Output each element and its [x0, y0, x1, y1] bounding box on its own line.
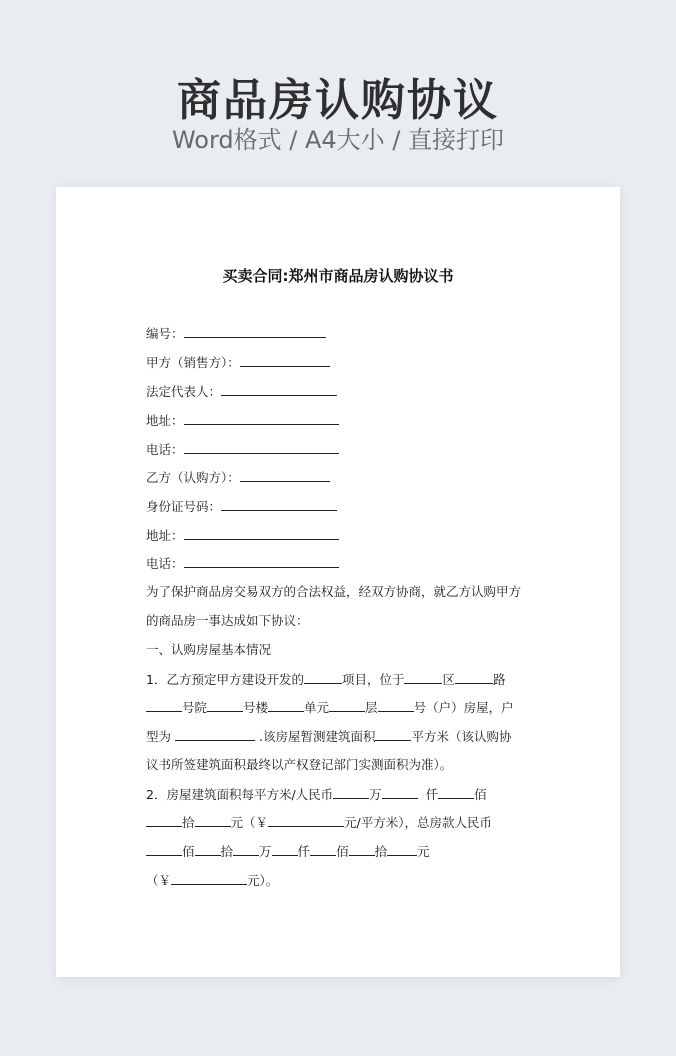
field-phone-b: [146, 555, 339, 572]
field-address-b: [146, 527, 339, 544]
blank-line[interactable]: [195, 814, 231, 827]
clause-text: 号院: [182, 700, 208, 715]
blank-line[interactable]: [184, 412, 339, 425]
clause-text: 拾: [182, 815, 195, 830]
clause-text: 佰: [182, 844, 195, 859]
clause-text: 层: [365, 700, 378, 715]
blank-line[interactable]: [268, 814, 344, 827]
document-title: 买卖合同:郑州市商品房认购协议书: [222, 267, 454, 285]
field-label: 甲方（销售方）：: [146, 355, 240, 370]
clause-text: 1．乙方预定甲方建设开发的: [146, 672, 304, 687]
blank-line[interactable]: [333, 786, 369, 799]
field-address-a: [146, 412, 339, 429]
clause-text: 万: [369, 787, 382, 802]
clause-1-line-1: [146, 671, 530, 688]
clause-text: 单元: [304, 700, 330, 715]
blank-line[interactable]: [349, 843, 375, 856]
blank-line[interactable]: [207, 699, 243, 712]
field-label: 法定代表人：: [146, 384, 222, 399]
clause-text: 平方米（该认购协: [411, 729, 512, 744]
clause-text: 仟: [425, 787, 439, 802]
clause-text: 项目，位于: [341, 672, 405, 687]
clause-text: 仟: [297, 844, 311, 859]
clause-2-line-2: [146, 814, 530, 831]
clause-text: 型为: [146, 729, 172, 744]
clause-text: .该房屋暂测建筑面积: [258, 729, 376, 744]
intro-text: 为了保护商品房交易双方的合法权益，经双方协商，就乙方认购甲方: [146, 584, 522, 599]
clause-text: 元）。: [247, 873, 279, 888]
clause-1-line-2: [146, 699, 530, 716]
clause-2-line-4: [146, 872, 530, 889]
blank-line[interactable]: [175, 728, 255, 741]
blank-line[interactable]: [382, 786, 418, 799]
clause-text: 号（户）房屋，户: [413, 700, 514, 715]
blank-line[interactable]: [184, 527, 339, 540]
blank-line[interactable]: [195, 843, 221, 856]
blank-line[interactable]: [240, 469, 330, 482]
blank-line[interactable]: [455, 671, 493, 684]
clause-text: 拾: [220, 844, 234, 859]
clause-1-line-4: 议书所签建筑面积最终以产权登记部门实测面积为准）。: [146, 757, 453, 772]
clause-text: 元（￥: [230, 815, 269, 830]
field-label: 地址：: [146, 528, 184, 543]
clause-text: 元: [417, 844, 430, 859]
blank-line[interactable]: [268, 699, 304, 712]
blank-line[interactable]: [240, 354, 330, 367]
blank-line[interactable]: [329, 699, 365, 712]
blank-line[interactable]: [184, 325, 326, 338]
clause-text: 佰: [336, 844, 349, 859]
field-label: 电话：: [146, 556, 184, 571]
clause-text: （￥: [146, 873, 172, 888]
field-id-number: [146, 498, 337, 515]
blank-line[interactable]: [146, 814, 182, 827]
field-label: 身份证号码：: [146, 499, 222, 514]
field-party-b: [146, 469, 330, 486]
blank-line[interactable]: [233, 843, 259, 856]
blank-line[interactable]: [146, 699, 182, 712]
clause-text: 佰: [474, 787, 487, 802]
clause-1-line-3: [146, 728, 530, 745]
blank-line[interactable]: [221, 498, 337, 511]
blank-line[interactable]: [304, 671, 342, 684]
blank-line[interactable]: [171, 872, 247, 885]
clause-text: 号楼: [243, 700, 269, 715]
blank-line[interactable]: [387, 843, 417, 856]
field-label: 电话：: [146, 442, 184, 457]
clause-text: 2．房屋建筑面积每平方米/人民币: [146, 787, 334, 802]
blank-line[interactable]: [184, 555, 339, 568]
blank-line[interactable]: [438, 786, 474, 799]
page-subtitle: Word格式 / A4大小 / 直接打印: [171, 126, 505, 154]
document-page: [56, 187, 620, 977]
field-label: 地址：: [146, 413, 184, 428]
blank-line[interactable]: [272, 843, 298, 856]
blank-line[interactable]: [184, 441, 339, 454]
section-heading: 一、认购房屋基本情况: [146, 642, 272, 657]
clause-2-line-3: [146, 843, 530, 860]
clause-text: 路: [493, 672, 506, 687]
field-label: 乙方（认购方）：: [146, 470, 240, 485]
field-legal-rep: [146, 383, 337, 400]
field-phone-a: [146, 441, 339, 458]
clause-text: 区: [442, 672, 455, 687]
clause-text: 万: [259, 844, 272, 859]
field-label: 编号：: [146, 326, 184, 341]
intro-text: 的商品房一事达成如下协议：: [146, 613, 309, 628]
blank-line[interactable]: [375, 728, 411, 741]
blank-line[interactable]: [221, 383, 337, 396]
blank-line[interactable]: [404, 671, 442, 684]
clause-text: 拾: [374, 844, 388, 859]
field-party-a: [146, 354, 330, 371]
blank-line[interactable]: [146, 843, 182, 856]
clause-text: 元/平方米），总房款人民币: [344, 815, 492, 830]
clause-2-line-1: [146, 786, 530, 803]
blank-line[interactable]: [378, 699, 414, 712]
blank-line[interactable]: [310, 843, 336, 856]
field-number: [146, 325, 326, 342]
page-title: 商品房认购协议: [177, 75, 499, 126]
